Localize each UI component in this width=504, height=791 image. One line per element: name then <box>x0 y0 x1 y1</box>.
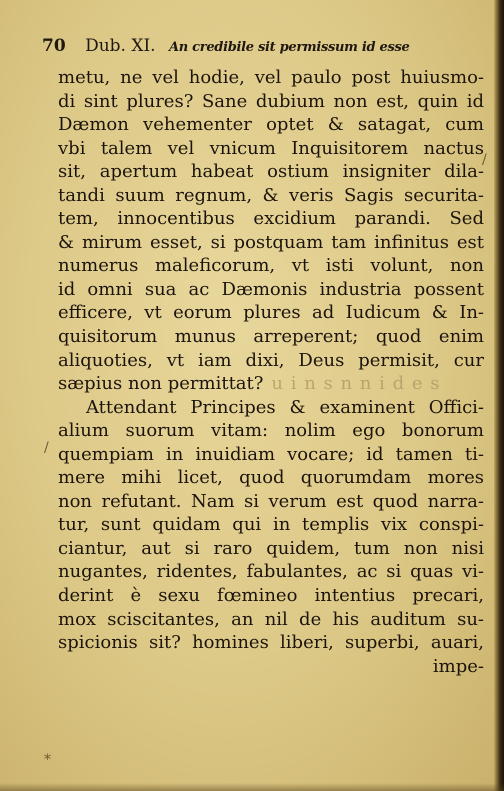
bleed-through-text: u i n s n n i d e s <box>271 373 441 395</box>
body-text <box>58 66 484 678</box>
text-line: nugantes, ridentes, fabulantes, ac si quas vi- <box>58 561 484 583</box>
page-number: 70 <box>42 36 66 56</box>
text-line: alium suorum vitam: nolim ego bonorum <box>58 420 484 442</box>
text-line: quempiam in inuidiam vocare; id tamen ti- <box>58 443 484 465</box>
section-label: Dub. XI. <box>85 36 156 56</box>
margin-mark: / <box>482 152 487 168</box>
text-line: ciantur, aut si raro quidem, tum non nisi <box>58 537 484 559</box>
running-title: An credibile sit permissum id esse <box>168 40 410 55</box>
text-line: numerus maleficorum, vt isti volunt, non <box>58 255 484 277</box>
text-line: spicionis sit? homines liberi, superbi, auari, <box>58 632 484 654</box>
margin-mark: / <box>44 440 49 456</box>
text-line: derint è sexu fœmineo intentius precari, <box>58 585 484 607</box>
text-line: Dæmon vehementer optet & satagat, cum <box>58 114 484 136</box>
text-line: mox sciscitantes, an nil de his auditum su- <box>58 608 484 630</box>
paragraph-end-line <box>58 372 484 396</box>
text-line: tur, sunt quidam qui in templis vix conspi- <box>58 514 484 536</box>
margin-mark: * <box>44 752 51 768</box>
catchword: impe- <box>432 655 484 677</box>
text-line: & mirum esset, si postquam tam infinitus est <box>58 231 484 253</box>
text-line: sit, apertum habeat ostium insigniter dila- <box>58 161 484 183</box>
text-line: tem, innocentibus excidium parandi. Sed <box>58 208 484 230</box>
text-line: tandi suum regnum, & veris Sagis securita- <box>58 184 484 206</box>
text-line: mere mihi licet, quod quorumdam mores <box>58 467 484 489</box>
text-line: sæpius non permittat? <box>58 373 264 395</box>
text-line: efficere, vt eorum plures ad Iudicum & In- <box>58 302 484 324</box>
text-line: aliquoties, vt iam dixi, Deus permisit, cur <box>58 349 484 371</box>
text-line: di sint plures? Sane dubium non est, quin id <box>58 90 484 112</box>
paragraph-start-line: Attendant Principes & examinent Offici- <box>86 396 484 418</box>
text-line: quisitorum munus arreperent; quod enim <box>58 326 484 348</box>
text-line: metu, ne vel hodie, vel paulo post huiusmo- <box>58 67 484 88</box>
running-header <box>42 36 482 64</box>
page-bottom-shadow <box>0 783 504 791</box>
text-line: id omni sua ac Dæmonis industria possent <box>58 278 484 300</box>
text-line: non refutant. Nam si verum est quod narra- <box>58 490 484 512</box>
page-edge-shadow <box>494 0 504 791</box>
text-line: vbi talem vel vnicum Inquisitorem nactus <box>58 137 484 159</box>
